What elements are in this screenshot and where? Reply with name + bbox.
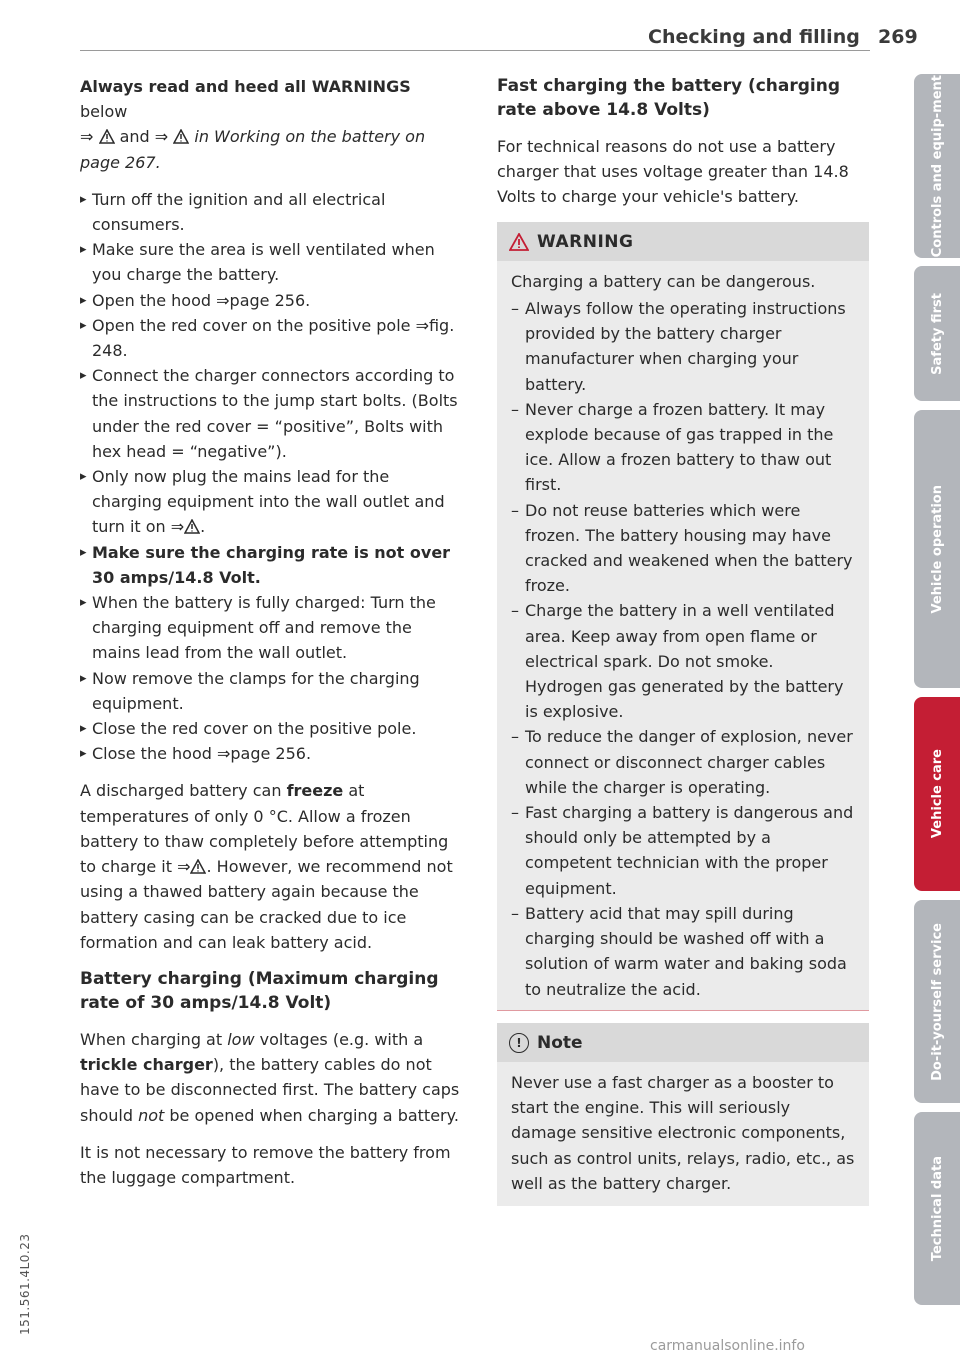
chapter-title: Checking and filling — [648, 26, 860, 48]
low-voltage-paragraph — [80, 1027, 460, 1128]
list-item: ▸ Make sure the area is well ventilated when you charge the battery. — [80, 237, 460, 287]
intro-rest: below — [80, 102, 128, 122]
document-code: 151.561.4L0.23 — [18, 1233, 32, 1335]
list-item: ▸ Only now plug the mains lead for the charging equipment into the wall outlet and turn it on ⇒ . — [80, 464, 460, 540]
left-column — [80, 74, 460, 1202]
side-tab-diy-service[interactable] — [914, 900, 960, 1103]
side-tab-label: Safety first — [929, 292, 945, 375]
list-item: ▸ Open the red cover on the positive pole ⇒fig. 248. — [80, 313, 460, 363]
warning-triangle-icon — [99, 129, 115, 144]
warning-lead: Charging a battery can be dangerous. — [511, 271, 816, 291]
warning-body — [497, 261, 869, 1010]
side-tab-label: Technical data — [929, 1155, 945, 1262]
watermark: carmanualsonline.info — [650, 1338, 805, 1354]
warning-triangle-icon — [190, 859, 206, 874]
note-body: Never use a fast charger as a booster to start the engine. This will seriously damage sensitive electronic components, such as control units, relays, radio, etc., as well as the battery charger. — [511, 1072, 855, 1193]
intro-bold: Always read and heed all WARNINGS — [80, 77, 411, 96]
section-heading: Battery charging (Maximum charging rate of 30 amps/14.8 Volt) — [80, 968, 439, 1013]
list-item: ▸ Close the red cover on the positive pole. — [80, 716, 460, 741]
list-item: ▸ Open the hood ⇒page 256. — [80, 288, 460, 313]
list-item: – Fast charging a battery is dangerous and should only be attempted by a competent technician with the proper equipment. — [511, 800, 855, 901]
text-span: When charging at — [80, 1029, 228, 1049]
side-tab-vehicle-care[interactable] — [914, 697, 960, 891]
text-span: . However, we recommend not using a thawed battery again because the battery casing can be cracked due to ice formation and can leak battery acid. — [80, 857, 453, 952]
text-span: voltages (e.g. with a — [254, 1029, 424, 1049]
side-tab-label: Vehicle operation — [929, 484, 945, 614]
list-item: – Always follow the operating instructions provided by the battery charger manufacturer when charging your battery. — [511, 296, 855, 397]
list-item: ▸ Now remove the clamps for the charging equipment. — [80, 666, 460, 716]
text-span: not — [138, 1105, 165, 1125]
list-item: – Do not reuse batteries which were frozen. The battery housing may have cracked and weakened when the battery froze. — [511, 498, 855, 599]
page-number: 269 — [878, 26, 918, 48]
note-title: Note — [537, 1032, 583, 1053]
text-span: ), the battery cables do not have to be disconnected first. The battery caps should — [80, 1055, 460, 1125]
warning-list — [511, 296, 855, 1002]
side-tab-operation[interactable] — [914, 410, 960, 688]
freeze-paragraph — [80, 778, 460, 954]
side-tab-label: Do-it-yourself service — [929, 922, 945, 1081]
warning-triangle-icon — [509, 233, 529, 251]
list-item: ▸ Make sure the charging rate is not over 30 amps/14.8 Volt. — [80, 540, 460, 590]
warning-title: WARNING — [537, 231, 634, 252]
side-tab-safety[interactable] — [914, 266, 960, 401]
warning-triangle-icon — [184, 519, 200, 534]
list-item: ▸ Close the hood ⇒page 256. — [80, 741, 460, 766]
list-item: – To reduce the danger of explosion, never connect or disconnect charger cables while the charger is operating. — [511, 724, 855, 800]
intro-paragraph — [80, 74, 460, 175]
note-box — [497, 1023, 869, 1206]
section-ref-link[interactable]: in Working on the battery on page 267. — [80, 127, 426, 172]
step-text: Only now plug the mains lead for the charging equipment into the wall outlet and turn it on ⇒ — [92, 467, 445, 537]
removal-paragraph: It is not necessary to remove the battery from the luggage compartment. — [80, 1142, 451, 1187]
list-item: ▸ Turn off the ignition and all electrical consumers. — [80, 187, 460, 237]
side-tab-controls[interactable] — [914, 74, 960, 258]
fast-charge-intro: For technical reasons do not use a battery charger that uses voltage greater than 14.8 Volts to charge your vehicle's battery. — [497, 137, 849, 207]
right-column — [497, 74, 869, 1206]
side-tab-technical-data[interactable] — [914, 1112, 960, 1305]
freeze-term: freeze — [286, 781, 344, 801]
text-span: be opened when charging a battery. — [164, 1105, 459, 1125]
text-span: A discharged battery can — [80, 781, 287, 801]
note-exclamation-icon: ! — [509, 1033, 529, 1053]
side-tab-label: Vehicle care — [929, 749, 945, 839]
section-heading: Fast charging the battery (charging rate above 14.8 Volts) — [497, 76, 841, 120]
header-divider — [80, 50, 870, 51]
warning-header — [497, 222, 869, 261]
charging-steps-list — [80, 187, 460, 767]
list-item: ▸ Connect the charger connectors according to the instructions to the jump start bolts. (Bolts under the red cover = “positive”, Bolts with hex head = “negative”). — [80, 363, 460, 464]
list-item: ▸ When the battery is fully charged: Turn the charging equipment off and remove the mains lead from the wall outlet. — [80, 590, 460, 666]
and-ref: and ⇒ — [114, 127, 169, 147]
list-item: – Never charge a frozen battery. It may explode because of gas trapped in the ice. Allow a frozen battery to thaw out first. — [511, 397, 855, 498]
side-tab-label: Controls and equip-ment — [929, 74, 945, 258]
arrow-ref: ⇒ — [80, 127, 94, 147]
list-item: – Battery acid that may spill during charging should be washed off with a solution of warm water and baking soda to neutralize the acid. — [511, 901, 855, 1002]
text-span: low — [227, 1029, 255, 1049]
note-header — [497, 1023, 869, 1062]
list-item: – Charge the battery in a well ventilated area. Keep away from open flame or electrical spark. Do not smoke. Hydrogen gas generated by the battery is explosive. — [511, 598, 855, 724]
warning-triangle-icon — [173, 129, 189, 144]
warning-box — [497, 222, 869, 1011]
trickle-charger-term: trickle charger — [80, 1055, 213, 1075]
text-span: at temperatures of only 0 °C. Allow a frozen battery to thaw completely before attempting to charge it ⇒ — [80, 781, 449, 877]
